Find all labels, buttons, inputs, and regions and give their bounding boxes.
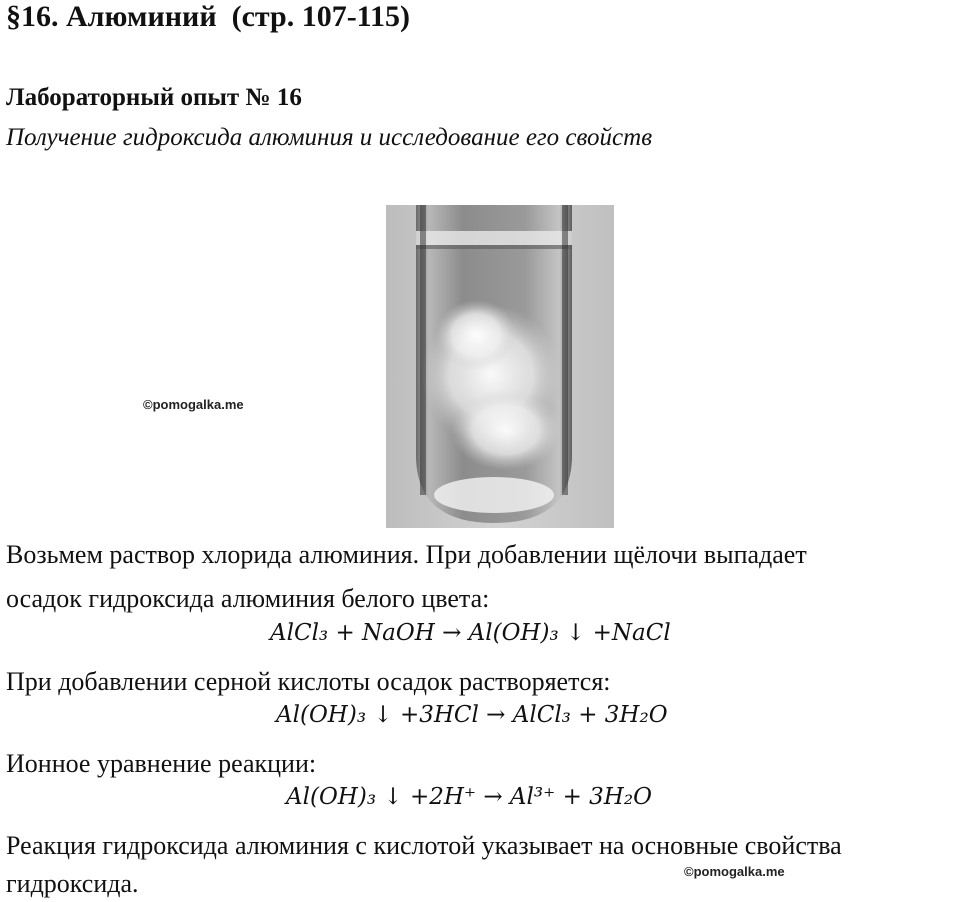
equation-2: Al(OH)₃ ↓ +3HCl → AlCl₃ + 3H₂O bbox=[276, 702, 668, 728]
equation-1: AlCl₃ + NaOH → Al(OH)₃ ↓ +NaCl bbox=[270, 620, 671, 646]
test-tube-photo bbox=[386, 205, 614, 528]
paragraph-line: Реакция гидроксида алюминия с кислотой указывает на основные свойства bbox=[6, 831, 842, 860]
equation-3: Al(OH)₃ ↓ +2H⁺ → Al³⁺ + 3H₂O bbox=[286, 784, 652, 810]
paragraph-line: При добавлении серной кислоты осадок растворяется: bbox=[6, 667, 611, 696]
page-title: §16. Алюминий (стр. 107-115) bbox=[6, 0, 411, 33]
paragraph-line: Возьмем раствор хлорида алюминия. При добавлении щёлочи выпадает bbox=[6, 540, 807, 569]
paragraph-line: Ионное уравнение реакции: bbox=[6, 749, 317, 778]
lab-subtitle: Получение гидроксида алюминия и исследование его свойств bbox=[6, 124, 653, 151]
paragraph-line: осадок гидроксида алюминия белого цвета: bbox=[6, 584, 490, 613]
paragraph-line: гидроксида. bbox=[6, 869, 139, 898]
watermark: ©pomogalka.me bbox=[684, 864, 785, 879]
watermark: ©pomogalka.me bbox=[143, 397, 244, 412]
lab-heading: Лабораторный опыт № 16 bbox=[6, 84, 302, 111]
